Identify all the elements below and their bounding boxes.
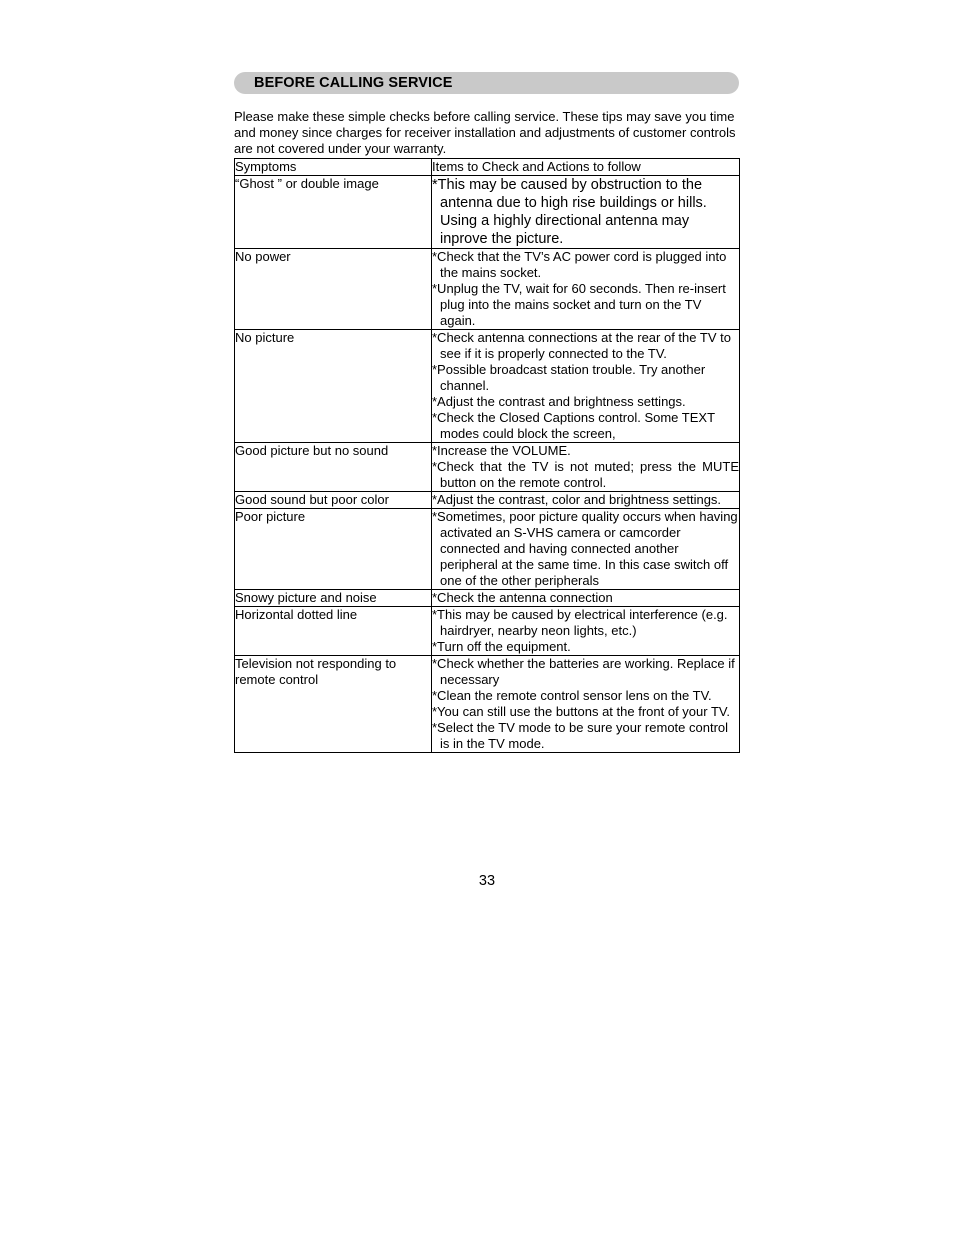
- action-item: *Adjust the contrast and brightness settings.: [432, 394, 686, 409]
- intro-paragraph: Please make these simple checks before calling service. These tips may save you time and money since charges for receiver installation and adjustments of customer controls are not covered under your warranty.: [234, 109, 736, 156]
- action-item: *Check whether the batteries are working. Replace if necessary: [432, 656, 735, 687]
- page-number: 33: [478, 873, 496, 889]
- symptom-cell: Good sound but poor color: [235, 492, 432, 509]
- symptom-cell: Television not responding to remote control: [235, 656, 432, 753]
- action-item: *Possible broadcast station trouble. Try another channel.: [432, 362, 706, 393]
- section-header-bar: [234, 72, 739, 94]
- symptom-cell: Good picture but no sound: [235, 443, 432, 492]
- table-header-row: [235, 159, 740, 176]
- actions-cell: [432, 330, 740, 443]
- action-item: *Turn off the equipment.: [432, 639, 571, 654]
- table-row: [235, 509, 740, 590]
- actions-cell: [432, 249, 740, 330]
- action-item: *Select the TV mode to be sure your remote control is in the TV mode.: [432, 720, 729, 751]
- table-row: [235, 492, 740, 509]
- symptom-cell: Poor picture: [235, 509, 432, 590]
- table-row: [235, 176, 740, 249]
- symptom-cell: “Ghost ” or double image: [235, 176, 432, 249]
- action-item: *Sometimes, poor picture quality occurs when having activated an S-VHS camera or camcorder connected and having connected another peripheral at the same time. In this case switch off one of the other peripherals: [432, 509, 738, 588]
- table-row: [235, 330, 740, 443]
- action-item: *Unplug the TV, wait for 60 seconds. Then re-insert plug into the mains socket and turn on the TV again.: [432, 281, 726, 328]
- table-row: [235, 590, 740, 607]
- symptom-cell: No power: [235, 249, 432, 330]
- section-title: BEFORE CALLING SERVICE: [254, 75, 453, 91]
- action-item: *Check antenna connections at the rear of the TV to see if it is properly connected to the TV.: [432, 330, 731, 361]
- table-row: [235, 607, 740, 656]
- actions-cell: [432, 443, 740, 492]
- column-header-symptoms: Symptoms: [235, 159, 432, 176]
- symptom-cell: Snowy picture and noise: [235, 590, 432, 607]
- action-item: *Check the antenna connection: [432, 590, 613, 605]
- action-item: *Check that the TV is not muted; press the MUTE button on the remote control.: [432, 459, 739, 490]
- action-item: *This may be caused by obstruction to the antenna due to high rise buildings or hills. Using a highly directional antenna may inprove the picture.: [432, 177, 707, 247]
- actions-cell: [432, 590, 740, 607]
- action-item: *You can still use the buttons at the front of your TV.: [432, 704, 730, 719]
- action-item: *Check the Closed Captions control. Some TEXT modes could block the screen,: [432, 410, 715, 441]
- action-item: *Adjust the contrast, color and brightness settings.: [432, 492, 722, 507]
- table-row: [235, 249, 740, 330]
- symptom-cell: No picture: [235, 330, 432, 443]
- actions-cell: [432, 509, 740, 590]
- action-item: *Clean the remote control sensor lens on the TV.: [432, 688, 712, 703]
- actions-cell: [432, 656, 740, 753]
- actions-cell: [432, 492, 740, 509]
- action-item: *Check that the TV’s AC power cord is plugged into the mains socket.: [432, 249, 727, 280]
- symptom-cell: Horizontal dotted line: [235, 607, 432, 656]
- action-item: *Increase the VOLUME.: [432, 443, 571, 458]
- action-item: *This may be caused by electrical interference (e.g. hairdryer, nearby neon lights, etc.): [432, 607, 728, 638]
- troubleshooting-table: [234, 158, 740, 753]
- table-row: [235, 443, 740, 492]
- column-header-actions: Items to Check and Actions to follow: [432, 159, 740, 176]
- actions-cell: [432, 176, 740, 249]
- table-row: [235, 656, 740, 753]
- actions-cell: [432, 607, 740, 656]
